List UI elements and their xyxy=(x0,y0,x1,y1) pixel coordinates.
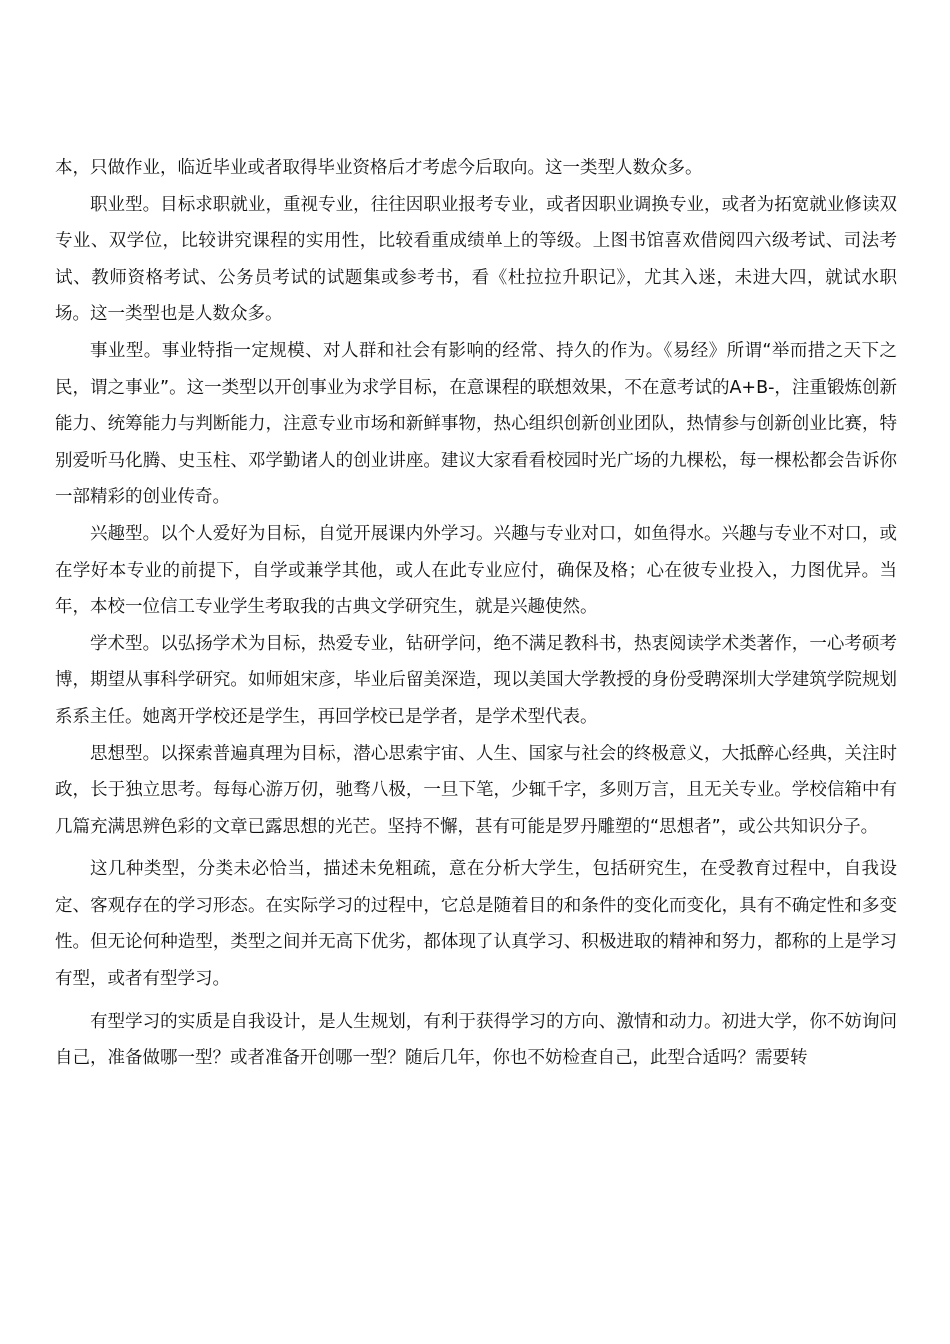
paragraph-academic-type: 学术型。以弘扬学术为目标，热爱专业，钻研学问，绝不满足教科书，热衷阅读学术类著作，一心考硕考博，期望从事科学研究。如师姐宋彦，毕业后留美深造，现以美国大学教授的身份受聘深圳大学建筑学院规划系系主任。她离开学校还是学生，再回学校已是学者，是学术型代表。 xyxy=(55,633,897,727)
paragraph-continuation: 本，只做作业，临近毕业或者取得毕业资格后才考虑今后取向。这一类型人数众多。 xyxy=(55,158,703,178)
paragraph-interest-type: 兴趣型。以个人爱好为目标，自觉开展课内外学习。兴趣与专业对口，如鱼得水。兴趣与专业不对口，或在学好本专业的前提下，自学或兼学其他，或人在此专业应付，确保及格；心在彼专业投入，力图优异。当年，本校一位信工专业学生考取我的古典文学研究生，就是兴趣使然。 xyxy=(55,523,897,618)
paragraph-conclusion: 有型学习的实质是自我设计，是人生规划，有利于获得学习的方向、激情和动力。初进大学，你不妨询问自己，准备做哪一型？或者准备开创哪一型？随后几年，你也不妨检查自己，此型合适吗？需要转 xyxy=(55,1011,897,1069)
paragraph-thought-type: 思想型。以探索普遍真理为目标，潜心思索宇宙、人生、国家与社会的终极意义，大抵醉心经典，关注时政，长于独立思考。每每心游万仞，驰骛八极，一旦下笔，少辄千字，多则万言，且无关专业。学校信箱中有几篇充满思辨色彩的文章已露思想的光芒。坚持不懈，甚有可能是罗丹雕塑的“思想者”，或公共知识分子。 xyxy=(55,743,897,837)
paragraph-career-type: 职业型。目标求职就业，重视专业，往往因职业报考专业，或者因职业调换专业，或者为拓宽就业修读双专业、双学位，比较讲究课程的实用性，比较看重成绩单上的等级。上图书馆喜欢借阅四六级考试、司法考试、教师资格考试、公务员考试的试题集或参考书，看《杜拉拉升职记》，尤其入迷，未进大四，就试水职场。这一类型也是人数众多。 xyxy=(55,194,897,325)
paragraph-enterprise-type: 事业型。事业特指一定规模、对人群和社会有影响的经常、持久的作为。《易经》所谓“举而措之天下之民，谓之事业”。这一类型以开创事业为求学目标，在意课程的联想效果，不在意考试的A+B-，注重锻炼创新能力、统筹能力与判断能力，注意专业市场和新鲜事物，热心组织创新创业团队，热情参与创新创业比赛，特别爱听马化腾、史玉柱、邓学勤诸人的创业讲座。建议大家看看校园时光广场的九棵松，每一棵松都会告诉你一部精彩的创业传奇。 xyxy=(55,340,897,508)
paragraph-summary: 这几种类型，分类未必恰当，描述未免粗疏，意在分析大学生，包括研究生，在受教育过程中，自我设定、客观存在的学习形态。在实际学习的过程中，它总是随着目的和条件的变化而变化，具有不确定性和多变性。但无论何种造型，类型之间并无高下优劣，都体现了认真学习、积极进取的精神和努力，都称的上是学习有型，或者有型学习。 xyxy=(55,859,897,990)
document-page xyxy=(55,150,897,1077)
